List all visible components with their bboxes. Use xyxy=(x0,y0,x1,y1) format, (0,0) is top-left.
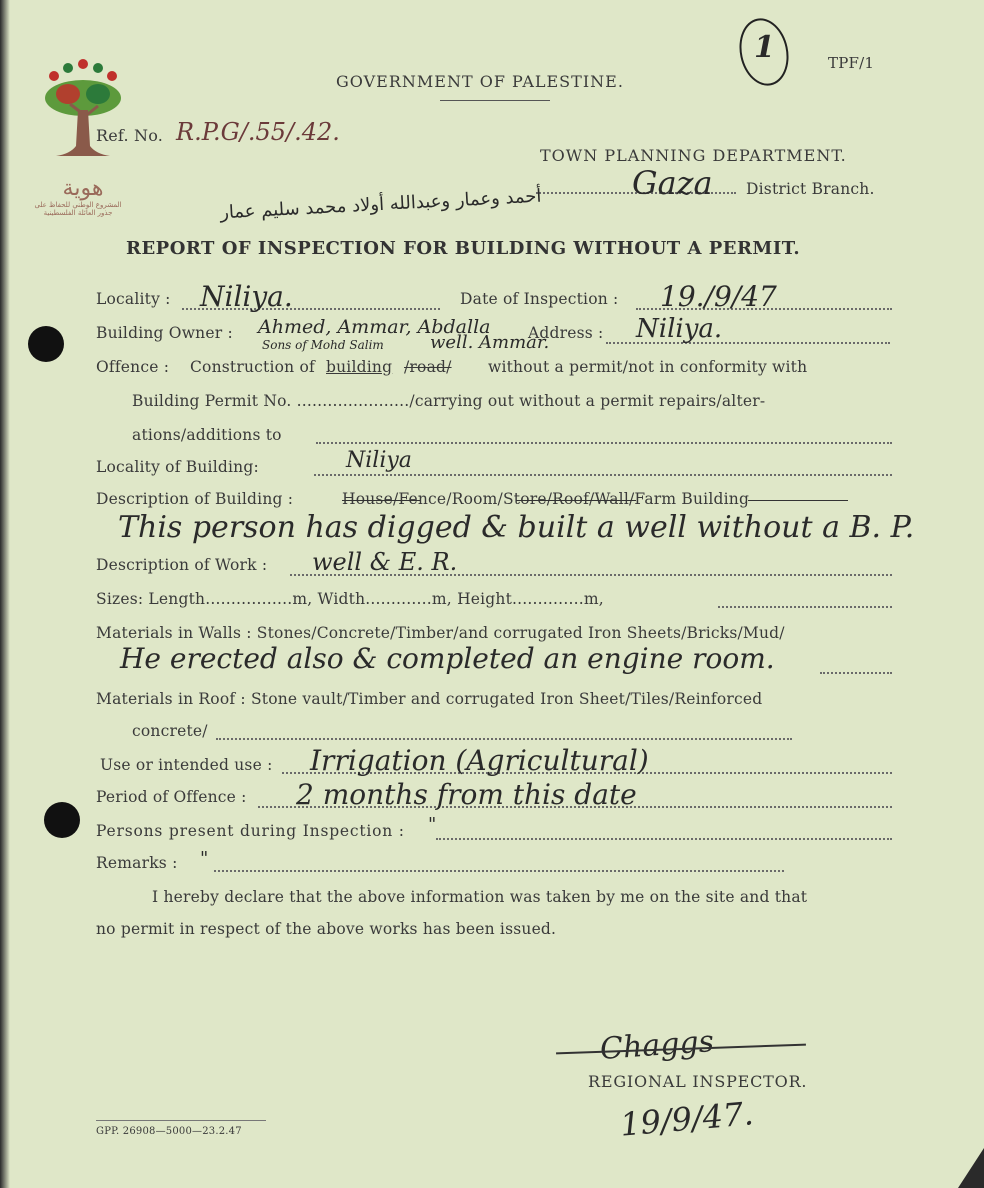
punch-hole-bottom xyxy=(44,802,80,838)
footer-rule xyxy=(96,1120,266,1121)
walls-label: Materials in Walls : Stones/Concrete/Timber/and corrugated Iron Sheets/Bricks/Mud/ xyxy=(96,624,785,642)
persons-dots xyxy=(436,838,892,840)
scan-edge xyxy=(0,0,10,1188)
inspector-signature: Chaggs xyxy=(598,1024,716,1067)
district-label: District Branch. xyxy=(746,180,875,198)
desc-building-hand: This person has digged & built a well without a B. P. xyxy=(118,510,915,545)
punch-hole-top xyxy=(28,326,64,362)
locality-building-label: Locality of Building: xyxy=(96,458,259,476)
locality-building-value: Niliya xyxy=(346,448,412,473)
remarks-label: Remarks : xyxy=(96,854,178,872)
offence-insert: well. Ammar. xyxy=(430,332,550,353)
report-title: REPORT OF INSPECTION FOR BUILDING WITHOUT A PERMIT. xyxy=(126,238,801,259)
date-value: 19./9/47 xyxy=(660,280,777,313)
arabic-names: أحمد وعمار وعبدالله أولاد محمد سليم عمار xyxy=(219,185,542,224)
walls-hand: He erected also & completed an engine room. xyxy=(120,642,775,675)
offence-line-3: ations/additions to xyxy=(132,426,282,444)
government-heading: GOVERNMENT OF PALESTINE. xyxy=(336,72,624,91)
locality-label: Locality : xyxy=(96,290,171,308)
form-code: TPF/1 xyxy=(828,54,875,72)
offence-road: /road/ xyxy=(404,358,452,376)
address-value: Niliya. xyxy=(636,314,723,344)
offence-text-1: Construction of xyxy=(190,358,315,376)
logo-subtext-2: جذور العائلة الفلسطينية xyxy=(43,209,113,217)
walls-dots xyxy=(820,672,892,674)
folded-corner xyxy=(958,1148,984,1188)
page-number: 1 xyxy=(754,30,775,65)
strike-store-roof xyxy=(516,500,636,501)
use-label: Use or intended use : xyxy=(100,756,273,774)
owner-label: Building Owner : xyxy=(96,324,233,342)
ref-value: R.P.G/.55/.42. xyxy=(176,118,340,146)
strike-farm-building xyxy=(748,500,848,501)
desc-building-label: Description of Building : xyxy=(96,490,294,508)
inspector-title: REGIONAL INSPECTOR. xyxy=(588,1072,808,1091)
roof-dots xyxy=(216,738,792,740)
signature-date: 19/9/47. xyxy=(618,1094,755,1144)
locality-building-dots xyxy=(314,474,892,476)
heading-rule xyxy=(440,100,550,101)
offence-building: building xyxy=(326,358,393,376)
offence-label: Offence : xyxy=(96,358,170,376)
declaration-line-2: no permit in respect of the above works has been issued. xyxy=(96,920,557,938)
use-value: Irrigation (Agricultural) xyxy=(310,744,649,777)
sizes-dots xyxy=(718,606,892,608)
logo-text: هوية xyxy=(62,176,104,201)
address-label: Address : xyxy=(528,324,604,342)
department: TOWN PLANNING DEPARTMENT. xyxy=(540,146,847,165)
logo-subtext-1: المشروع الوطني للحفاظ على xyxy=(34,201,122,209)
remarks-value: " xyxy=(200,848,209,869)
roof-label: Materials in Roof : Stone vault/Timber and corrugated Iron Sheet/Tiles/Reinforced xyxy=(96,690,763,708)
date-label: Date of Inspection : xyxy=(460,290,619,308)
sizes-line: Sizes: Length.................m, Width.............m, Height..............m, xyxy=(96,590,604,608)
print-code: GPP. 26908—5000—23.2.47 xyxy=(96,1126,242,1137)
ref-label: Ref. No. xyxy=(96,126,164,145)
owner-sub: Sons of Mohd Salim xyxy=(262,338,384,352)
tree-icon xyxy=(40,58,126,178)
owner-value: Ahmed, Ammar, Abdalla xyxy=(258,316,491,338)
offence-line-2: Building Permit No. ....................../carrying out without a permit repairs/alter- xyxy=(132,392,766,410)
district-value: Gaza xyxy=(632,164,713,202)
strike-house-fence xyxy=(342,500,420,501)
period-label: Period of Offence : xyxy=(96,788,247,806)
desc-building-options: House/Fence/Room/Store/Roof/Wall/Farm Building xyxy=(342,490,750,508)
offence-dots xyxy=(316,442,892,444)
offence-text-2: without a permit/not in conformity with xyxy=(488,358,808,376)
roof-line-2: concrete/ xyxy=(132,722,208,740)
desc-work-label: Description of Work : xyxy=(96,556,268,574)
period-value: 2 months from this date xyxy=(296,778,637,811)
persons-label: Persons present during Inspection : xyxy=(96,822,405,840)
desc-work-value: well & E. R. xyxy=(312,548,458,576)
declaration-line-1: I hereby declare that the above information was taken by me on the site and that xyxy=(152,888,808,906)
locality-value: Niliya. xyxy=(200,280,293,313)
remarks-dots xyxy=(214,870,784,872)
persons-value: " xyxy=(428,814,437,835)
